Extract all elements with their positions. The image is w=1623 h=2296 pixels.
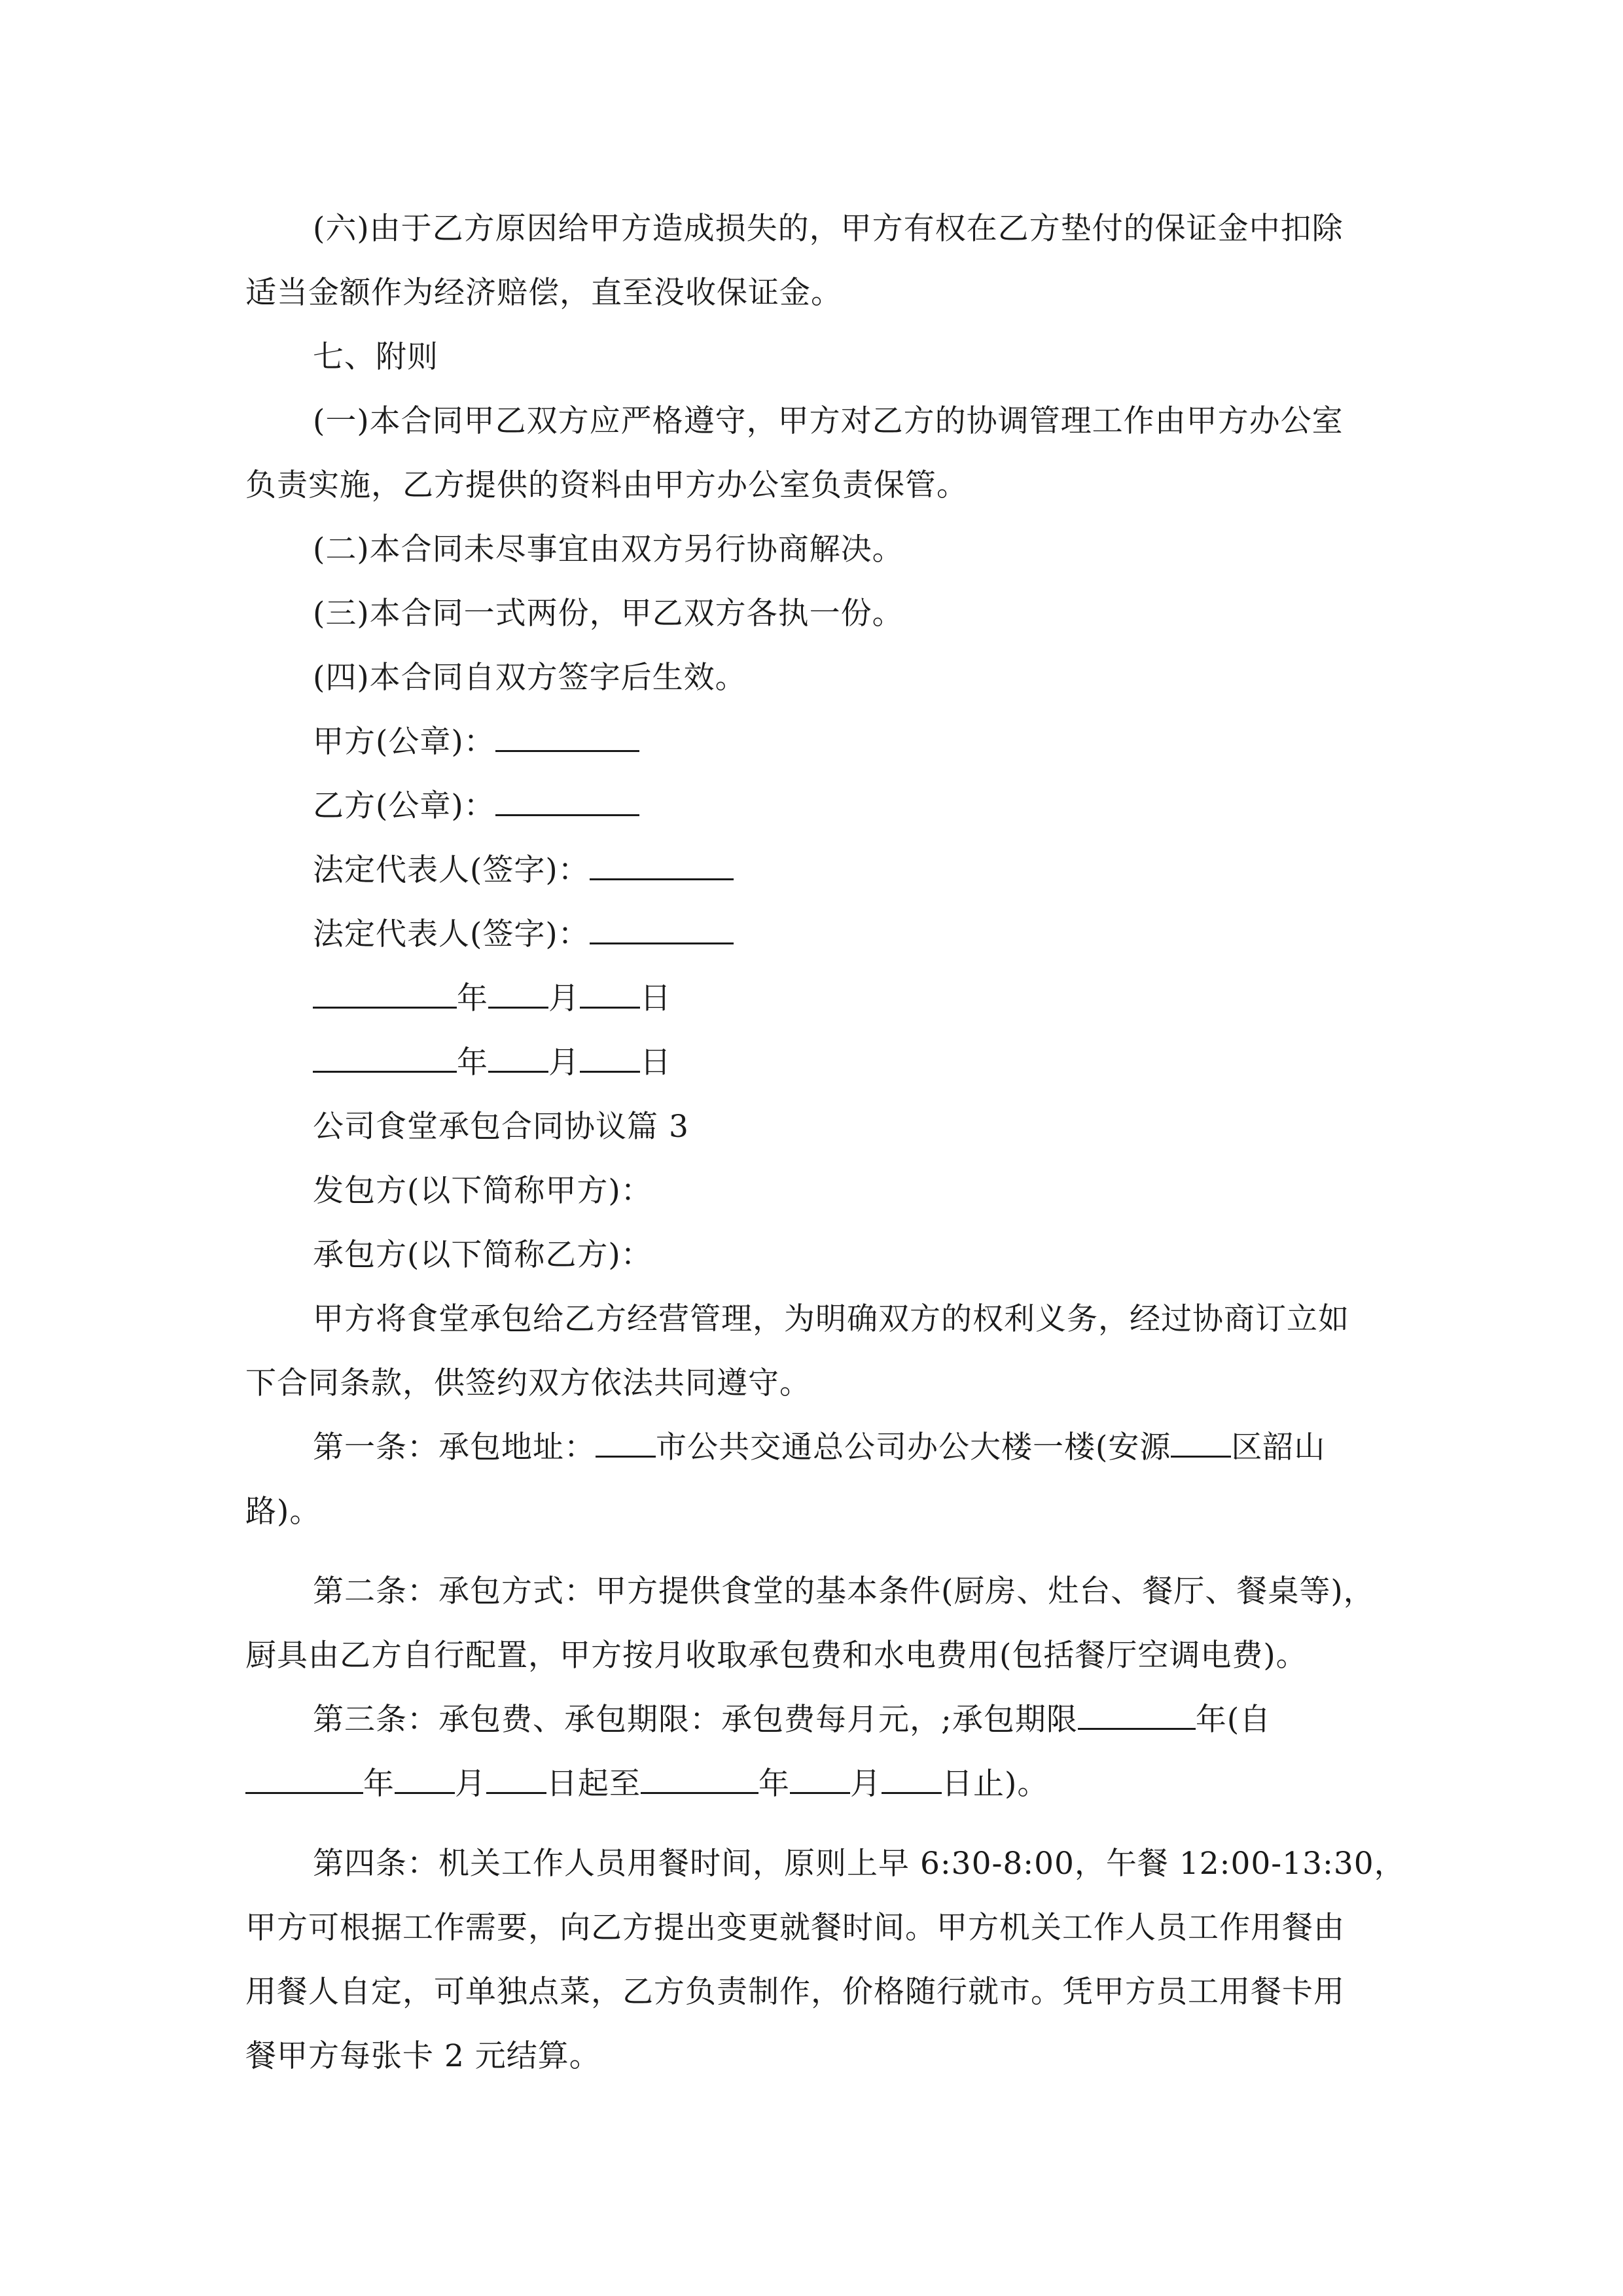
article-one-address: 市公共交通总公司办公大楼一楼(安源 xyxy=(656,1429,1171,1465)
article-four-line-3: 用餐人自定，可单独点菜，乙方负责制作，价格随行就市。凭甲方员工用餐卡用 xyxy=(245,1974,1345,2010)
appendix-item-2: (二)本合同未尽事宜由双方另行协商解决。 xyxy=(313,531,904,567)
signature-blank xyxy=(590,916,734,944)
legal-rep-label: 法定代表人(签字)： xyxy=(313,852,590,888)
article-two-line-1: 第二条：承包方式：甲方提供食堂的基本条件(厨房、灶台、餐厅、餐桌等)， xyxy=(313,1573,1375,1609)
party-a-intro: 发包方(以下简称甲方)： xyxy=(313,1173,652,1209)
signature-blank xyxy=(590,852,734,880)
article-one-line-1 xyxy=(313,1428,1325,1467)
clause-six-line-2: 适当金额作为经济赔偿，直至没收保证金。 xyxy=(245,275,842,311)
end-month-blank xyxy=(790,1766,850,1794)
month-blank xyxy=(488,1045,548,1073)
legal-rep-signature-2 xyxy=(313,915,734,954)
article-four-line-2: 甲方可根据工作需要，向乙方提出变更就餐时间。甲方机关工作人员工作用餐由 xyxy=(245,1910,1345,1946)
article-two-line-2: 厨具由乙方自行配置，甲方按月收取承包费和水电费用(包括餐厅空调电费)。 xyxy=(245,1638,1308,1674)
signature-party-a xyxy=(313,723,639,762)
month-blank xyxy=(488,980,548,1009)
date-line-2 xyxy=(313,1043,671,1083)
day-blank xyxy=(580,1045,640,1073)
day-label: 日 xyxy=(640,980,671,1016)
article-three-line-2 xyxy=(245,1765,1048,1804)
preamble-line-1: 甲方将食堂承包给乙方经营管理，为明确双方的权利义务，经过协商订立如 xyxy=(313,1301,1349,1337)
article-one-line-2: 路)。 xyxy=(245,1494,321,1530)
start-day-label: 日起至 xyxy=(546,1766,641,1802)
appendix-item-1-line-1: (一)本合同甲乙双方应严格遵守，甲方对乙方的协调管理工作由甲方办公室 xyxy=(313,403,1344,439)
start-month-blank xyxy=(395,1766,455,1794)
year-label: 年 xyxy=(457,1045,488,1081)
article-three-text: 第三条：承包费、承包期限：承包费每月元，;承包期限 xyxy=(313,1702,1078,1738)
legal-rep-signature-1 xyxy=(313,851,734,890)
start-year-blank xyxy=(245,1766,363,1794)
article-one-label: 第一条：承包地址： xyxy=(313,1429,596,1465)
term-blank xyxy=(1078,1702,1196,1730)
appendix-item-4: (四)本合同自双方签字后生效。 xyxy=(313,660,747,696)
article-four-line-1: 第四条：机关工作人员用餐时间，原则上早 6:30-8:00，午餐 12:00-13:30， xyxy=(313,1846,1406,1882)
end-year-blank xyxy=(641,1766,758,1794)
contract-title: 公司食堂承包合同协议篇 3 xyxy=(313,1109,689,1145)
article-three-line-1 xyxy=(313,1700,1271,1740)
start-month-label: 月 xyxy=(455,1766,486,1802)
end-month-label: 月 xyxy=(850,1766,882,1802)
start-year-label: 年 xyxy=(363,1766,395,1802)
party-b-intro: 承包方(以下简称乙方)： xyxy=(313,1237,652,1273)
year-blank xyxy=(313,1045,457,1073)
end-day-blank xyxy=(882,1766,942,1794)
signature-party-b xyxy=(313,787,639,826)
signature-party-b-label: 乙方(公章)： xyxy=(313,788,495,824)
day-blank xyxy=(580,980,640,1009)
signature-party-a-label: 甲方(公章)： xyxy=(313,724,495,760)
article-one-road: 区韶山 xyxy=(1231,1429,1326,1465)
end-day-label: 日止)。 xyxy=(942,1766,1049,1802)
clause-six-line-1: (六)由于乙方原因给甲方造成损失的，甲方有权在乙方垫付的保证金中扣除 xyxy=(313,211,1344,247)
legal-rep-label: 法定代表人(签字)： xyxy=(313,916,590,952)
signature-blank xyxy=(495,788,639,816)
start-day-blank xyxy=(486,1766,546,1794)
month-label: 月 xyxy=(548,980,580,1016)
city-blank xyxy=(596,1429,656,1458)
district-blank xyxy=(1171,1429,1231,1458)
appendix-item-3: (三)本合同一式两份，甲乙双方各执一份。 xyxy=(313,596,904,632)
month-label: 月 xyxy=(548,1045,580,1081)
article-three-year-from: 年(自 xyxy=(1195,1702,1272,1738)
day-label: 日 xyxy=(640,1045,671,1081)
date-line-1 xyxy=(313,979,671,1018)
section-heading-appendix: 七、附则 xyxy=(313,339,438,375)
article-four-line-4: 餐甲方每张卡 2 元结算。 xyxy=(245,2038,601,2074)
end-year-label: 年 xyxy=(758,1766,790,1802)
signature-blank xyxy=(495,724,639,752)
appendix-item-1-line-2: 负责实施，乙方提供的资料由甲方办公室负责保管。 xyxy=(245,467,968,503)
year-label: 年 xyxy=(457,980,488,1016)
year-blank xyxy=(313,980,457,1009)
preamble-line-2: 下合同条款，供签约双方依法共同遵守。 xyxy=(245,1365,811,1401)
